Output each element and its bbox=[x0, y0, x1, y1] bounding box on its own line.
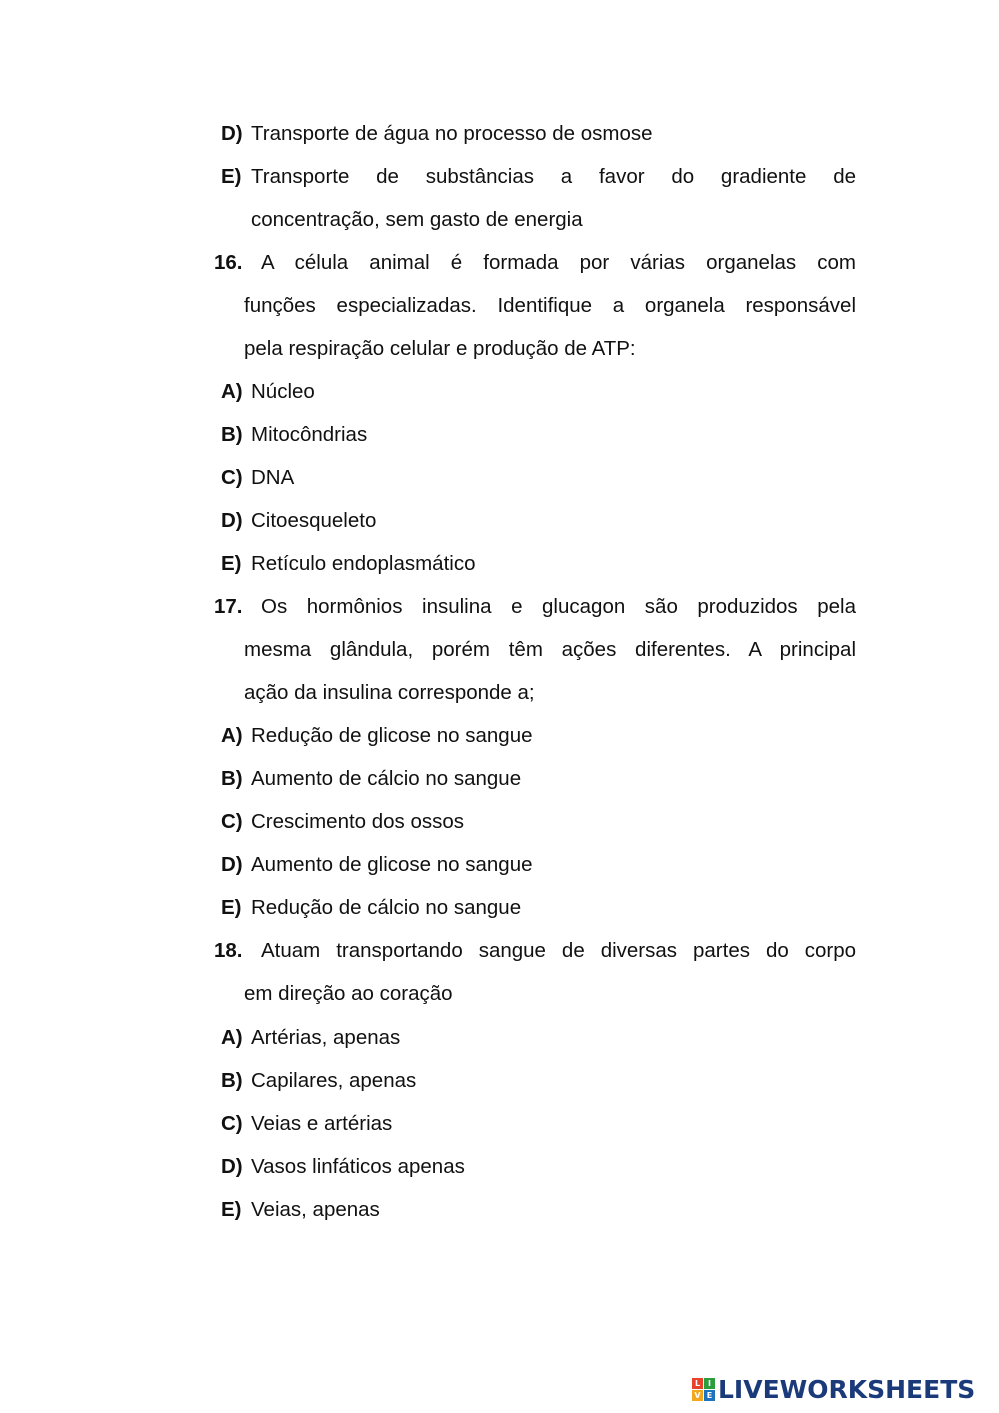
q18-option-c[interactable] bbox=[221, 1102, 392, 1145]
logo-letter-l: L bbox=[692, 1378, 703, 1389]
q16-option-d[interactable] bbox=[221, 499, 376, 542]
logo-letter-v: V bbox=[692, 1390, 703, 1401]
option-text: Artérias, apenas bbox=[251, 1026, 401, 1049]
logo-letter-i: I bbox=[704, 1378, 715, 1389]
option-text: Aumento de glicose no sangue bbox=[251, 853, 533, 876]
q16-option-e[interactable] bbox=[221, 542, 476, 585]
q17-option-b[interactable] bbox=[221, 757, 521, 800]
option-label: A) bbox=[221, 724, 243, 747]
q15-option-d[interactable] bbox=[221, 112, 653, 155]
q18-text-line1: Atuam transportando sangue de diversas partes do corpo bbox=[261, 939, 856, 962]
option-text: Citoesqueleto bbox=[251, 509, 377, 532]
option-text: Retículo endoplasmático bbox=[251, 552, 476, 575]
q16-text-line1: A célula animal é formada por várias organelas com bbox=[261, 251, 856, 274]
option-text: Núcleo bbox=[251, 380, 315, 403]
q18-option-d[interactable] bbox=[221, 1145, 465, 1188]
q17-number: 17. bbox=[214, 595, 243, 618]
option-text: Veias, apenas bbox=[251, 1198, 380, 1221]
liveworksheets-logo-icon bbox=[692, 1378, 715, 1401]
option-label: C) bbox=[221, 1112, 243, 1135]
option-text: Veias e artérias bbox=[251, 1112, 393, 1135]
q18-option-a[interactable] bbox=[221, 1016, 400, 1059]
option-label: C) bbox=[221, 466, 243, 489]
option-label: D) bbox=[221, 122, 243, 145]
option-text: Redução de cálcio no sangue bbox=[251, 896, 522, 919]
option-text: Redução de glicose no sangue bbox=[251, 724, 533, 747]
q16-option-a[interactable] bbox=[221, 370, 315, 413]
q16-number: 16. bbox=[214, 251, 243, 274]
q15-option-e-line2: concentração, sem gasto de energia bbox=[251, 208, 583, 231]
q15-option-e-line1: Transporte de substâncias a favor do gradiente de bbox=[251, 165, 856, 188]
option-label: A) bbox=[221, 380, 243, 403]
option-label: E) bbox=[221, 896, 242, 919]
option-label: D) bbox=[221, 853, 243, 876]
q17-option-a[interactable] bbox=[221, 714, 533, 757]
option-label: E) bbox=[221, 552, 242, 575]
option-text: DNA bbox=[251, 466, 295, 489]
q17-text-line2: mesma glândula, porém têm ações diferentes. A principal bbox=[244, 638, 856, 661]
option-label: C) bbox=[221, 810, 243, 833]
q17-option-d[interactable] bbox=[221, 843, 533, 886]
q16-text-line2: funções especializadas. Identifique a organela responsável bbox=[244, 294, 856, 317]
q18-option-b[interactable] bbox=[221, 1059, 416, 1102]
option-text: Mitocôndrias bbox=[251, 423, 368, 446]
option-label: B) bbox=[221, 1069, 243, 1092]
option-text: Vasos linfáticos apenas bbox=[251, 1155, 465, 1178]
q18-option-e[interactable] bbox=[221, 1188, 380, 1231]
option-label: E) bbox=[221, 1198, 242, 1221]
q17-text-line3: ação da insulina corresponde a; bbox=[244, 681, 535, 704]
option-label: A) bbox=[221, 1026, 243, 1049]
q17-text-line1: Os hormônios insulina e glucagon são produzidos pela bbox=[261, 595, 856, 618]
q17-option-c[interactable] bbox=[221, 800, 464, 843]
option-label: D) bbox=[221, 1155, 243, 1178]
q16-option-c[interactable] bbox=[221, 456, 294, 499]
option-text: Transporte de água no processo de osmose bbox=[251, 122, 653, 145]
option-text: Crescimento dos ossos bbox=[251, 810, 465, 833]
q16-option-b[interactable] bbox=[221, 413, 367, 456]
option-label: B) bbox=[221, 423, 243, 446]
q18-number: 18. bbox=[214, 939, 243, 962]
liveworksheets-brand[interactable] bbox=[692, 1372, 975, 1406]
logo-letter-e: E bbox=[704, 1390, 715, 1401]
q17-option-e[interactable] bbox=[221, 886, 521, 929]
option-text: Capilares, apenas bbox=[251, 1069, 417, 1092]
q18-text-line2: em direção ao coração bbox=[244, 982, 453, 1005]
q16-text-line3: pela respiração celular e produção de ATP: bbox=[244, 337, 636, 360]
brand-text: LIVEWORKSHEETS bbox=[718, 1374, 976, 1404]
option-label: D) bbox=[221, 509, 243, 532]
option-label: E) bbox=[221, 165, 242, 188]
option-label: B) bbox=[221, 767, 243, 790]
option-text: Aumento de cálcio no sangue bbox=[251, 767, 522, 790]
